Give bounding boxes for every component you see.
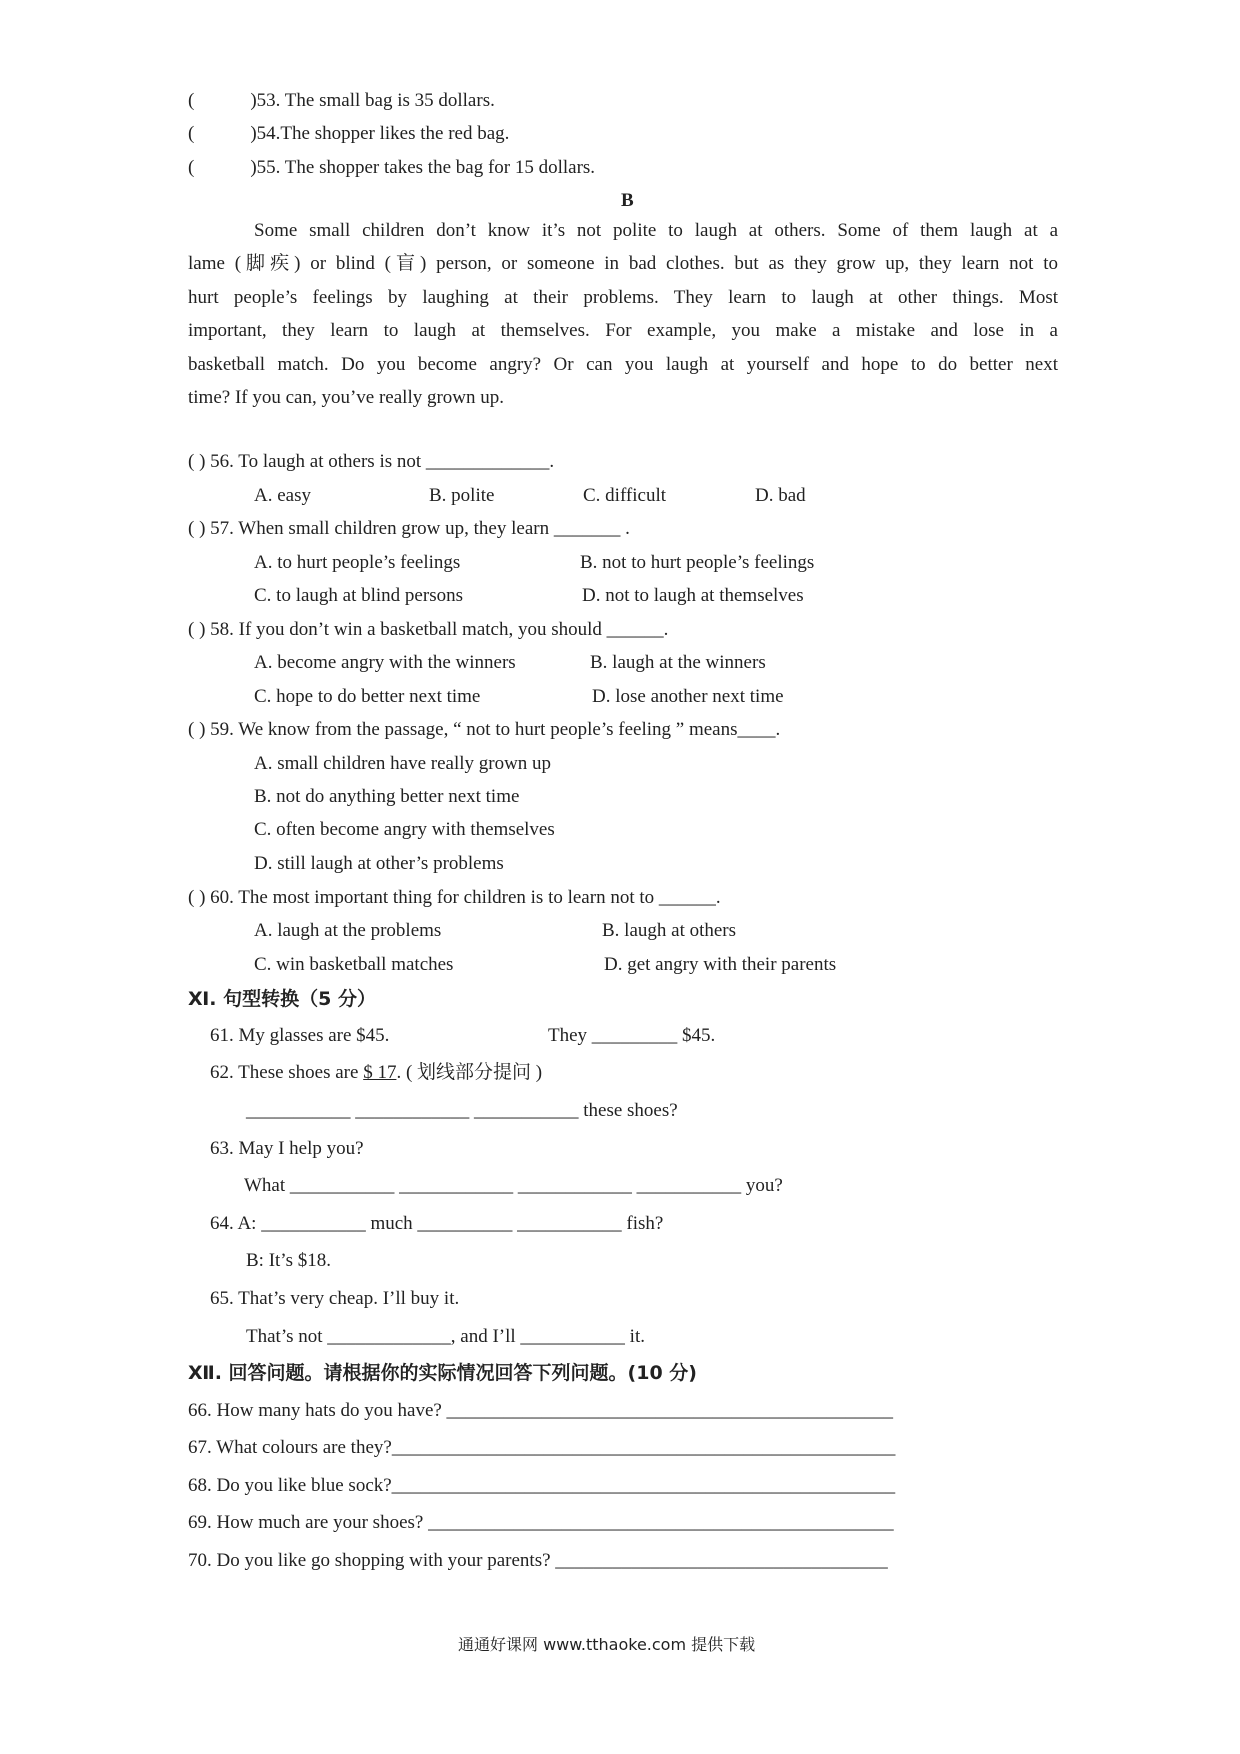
answer-paren: ( — [188, 123, 195, 144]
question-64: 64. A: ___________ much __________ ___________ fish? — [210, 1213, 664, 1234]
option: D. bad — [755, 485, 806, 506]
question-65-answer: That’s not _____________, and I’ll ___________ it. — [246, 1326, 645, 1347]
passage-line: important, they learn to laugh at themselves. For example, you make a mistake and lose in a — [188, 320, 1058, 342]
statement-text: )55. The shopper takes the bag for 15 dollars. — [250, 157, 596, 178]
option: A. laugh at the problems — [254, 920, 442, 941]
option: B. not to hurt people’s feelings — [580, 552, 815, 573]
option: D. get angry with their parents — [604, 954, 837, 975]
question-60-stem: ( ) 60. The most important thing for children is to learn not to ______. — [188, 887, 721, 908]
question-66: 66. How many hats do you have? _______________________________________________ — [188, 1400, 894, 1421]
passage-line: basketball match. Do you become angry? Or can you laugh at yourself and hope to do better next — [188, 353, 1058, 375]
passage-line: Some small children don’t know it’s not polite to laugh at others. Some of them laugh at a — [254, 220, 1058, 241]
option: A. small children have really grown up — [254, 753, 552, 774]
question-57-stem: ( ) 57. When small children grow up, they learn _______ . — [188, 518, 630, 539]
question-65: 65. That’s very cheap. I’ll buy it. — [210, 1288, 460, 1309]
reading-passage — [188, 214, 1058, 414]
question-61-answer: They _________ $45. — [548, 1025, 716, 1046]
option: C. win basketball matches — [254, 954, 454, 975]
option: B. polite — [429, 485, 495, 506]
option: A. become angry with the winners — [254, 652, 516, 673]
passage-line: lame (脚疾) or blind (盲) person, or someone in bad clothes. but as they grow up, they learn not to — [188, 253, 1058, 275]
statement-text: )54.The shopper likes the red bag. — [250, 123, 510, 144]
option: B. not do anything better next time — [254, 786, 520, 807]
footer-source: 通通好课网 www.tthaoke.com 提供下载 — [458, 1635, 756, 1654]
question-61: 61. My glasses are $45. — [210, 1025, 390, 1046]
underlined-price: $ 17 — [363, 1062, 397, 1083]
question-67: 67. What colours are they?_____________________________________________________ — [188, 1437, 896, 1458]
option: C. to laugh at blind persons — [254, 585, 463, 606]
question-63-answer: What ___________ ____________ ____________ ___________ you? — [244, 1175, 783, 1196]
option: C. hope to do better next time — [254, 686, 481, 707]
question-62-text: 62. These shoes are — [210, 1062, 364, 1083]
option: D. lose another next time — [592, 686, 784, 707]
question-62-answer: ___________ ____________ ___________ these shoes? — [246, 1100, 678, 1121]
statement-54 — [188, 122, 509, 146]
option: A. easy — [254, 485, 311, 506]
option: D. not to laugh at themselves — [582, 585, 804, 606]
question-59-stem: ( ) 59. We know from the passage, “ not to hurt people’s feeling ” means____. — [188, 719, 781, 740]
statement-53 — [188, 89, 495, 113]
question-64-reply: B: It’s $18. — [246, 1250, 331, 1271]
question-68: 68. Do you like blue sock?_____________________________________________________ — [188, 1475, 896, 1496]
question-58-stem: ( ) 58. If you don’t win a basketball match, you should ______. — [188, 619, 669, 640]
question-62-instruction: . ( 划线部分提问 ) — [396, 1062, 543, 1083]
answer-paren: ( — [188, 157, 195, 178]
option: B. laugh at others — [602, 920, 737, 941]
question-63: 63. May I help you? — [210, 1138, 364, 1159]
option: C. often become angry with themselves — [254, 819, 555, 840]
statement-text: )53. The small bag is 35 dollars. — [250, 90, 495, 111]
question-69: 69. How much are your shoes? _________________________________________________ — [188, 1512, 894, 1533]
answer-paren: ( — [188, 90, 195, 111]
section-12-heading: Ⅻ. 回答问题。请根据你的实际情况回答下列问题。(10 分) — [188, 1362, 697, 1384]
option: D. still laugh at other’s problems — [254, 853, 504, 874]
question-56-stem: ( ) 56. To laugh at others is not _____________. — [188, 451, 555, 472]
option: A. to hurt people’s feelings — [254, 552, 461, 573]
question-70: 70. Do you like go shopping with your parents? ___________________________________ — [188, 1550, 888, 1571]
option: C. difficult — [583, 485, 667, 506]
option: B. laugh at the winners — [590, 652, 766, 673]
passage-line: time? If you can, you’ve really grown up. — [188, 386, 505, 408]
question-62 — [210, 1061, 542, 1085]
section-b-heading: B — [621, 190, 634, 211]
statement-55 — [188, 156, 595, 180]
passage-line: hurt people’s feelings by laughing at their problems. They learn to laugh at other things. Most — [188, 286, 1058, 308]
section-11-heading: Ⅺ. 句型转换（5 分） — [188, 988, 376, 1010]
